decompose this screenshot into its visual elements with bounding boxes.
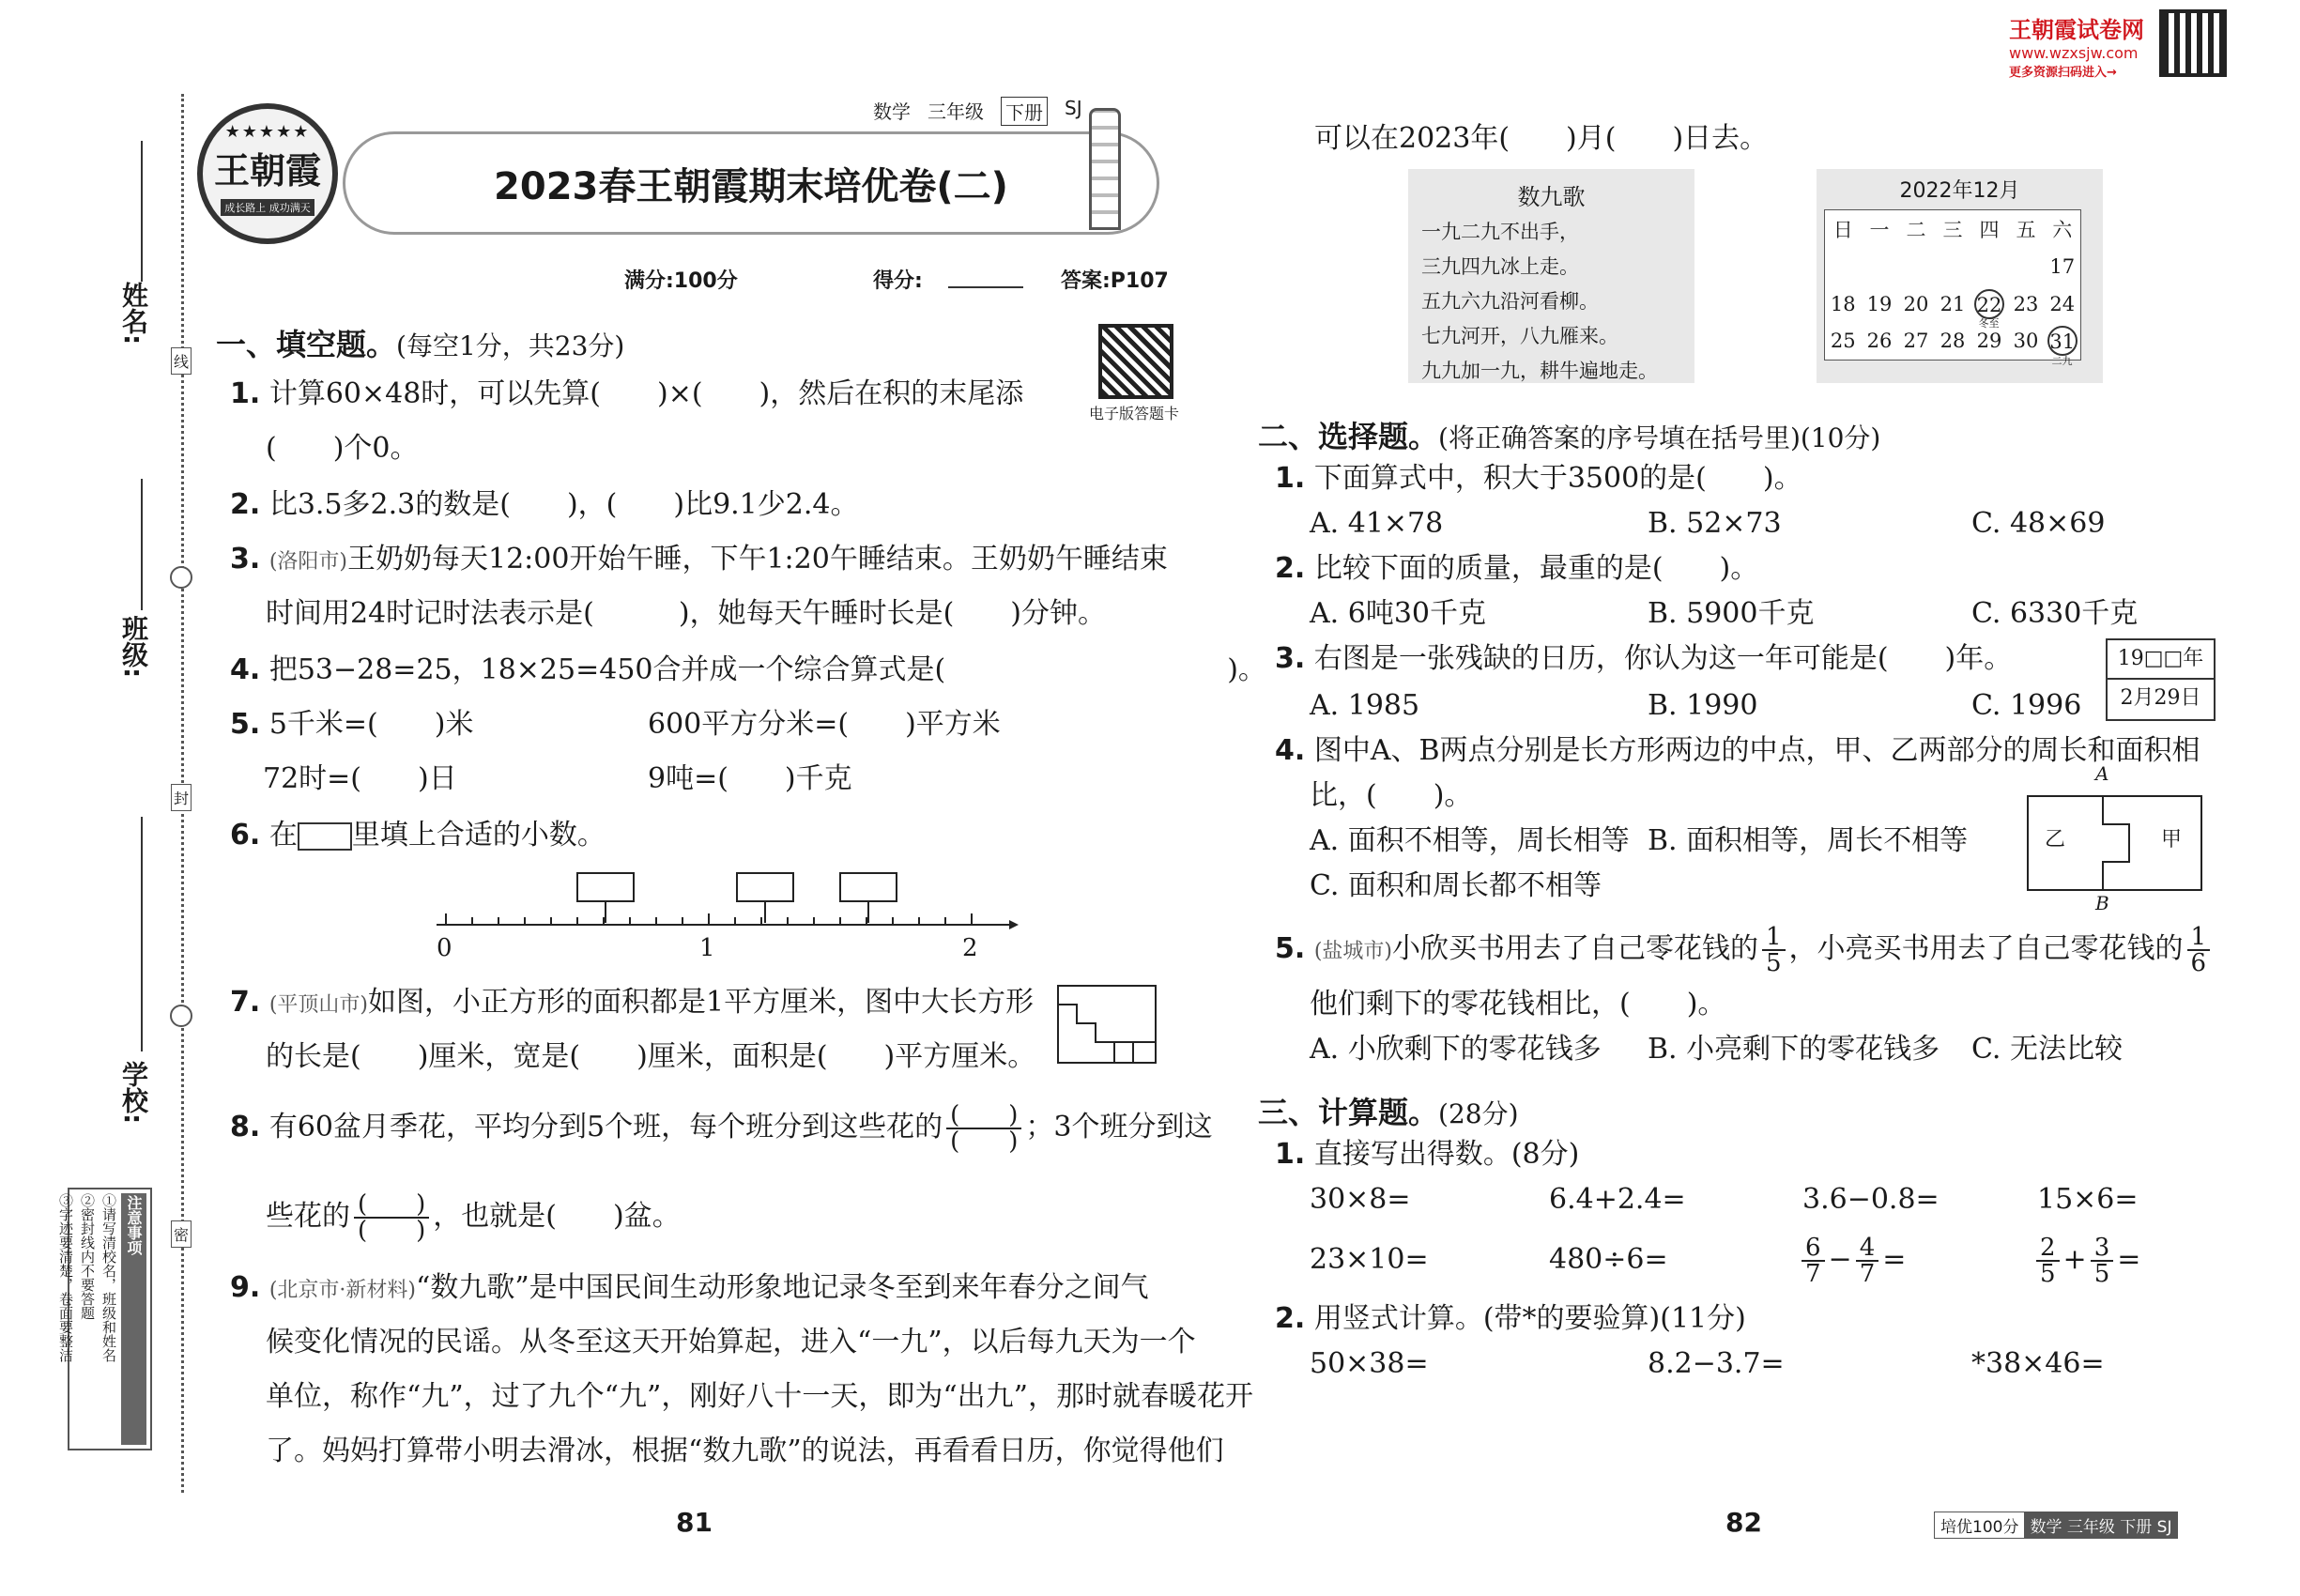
cut-mark-3: 密 xyxy=(171,1220,192,1248)
tick-label-1: 1 xyxy=(699,934,715,962)
staircase-figure xyxy=(1056,984,1159,1067)
notice-box xyxy=(57,1188,152,1450)
question-number: 2. xyxy=(1275,552,1306,585)
calendar-day-note: 冬至 xyxy=(1978,316,2000,330)
tick-label-2: 2 xyxy=(962,934,978,962)
calendar-day xyxy=(1935,248,1971,285)
question-number: 7. xyxy=(230,986,261,1019)
brand-block xyxy=(2009,11,2159,80)
logo xyxy=(197,103,338,244)
fraction-top: 4 xyxy=(1856,1235,1879,1262)
question-7 xyxy=(230,984,1034,1024)
fraction-top: 6 xyxy=(1802,1235,1825,1262)
fraction xyxy=(1856,1235,1879,1286)
option-a[interactable]: A. 面积不相等，周长相等 xyxy=(1310,824,1630,857)
question-number: 4. xyxy=(230,653,261,686)
question-7-cont: 的长是( )厘米，宽是( )厘米，面积是( )平方厘米。 xyxy=(266,1040,1036,1073)
question-9-cont: 可以在2023年( )月( )日去。 xyxy=(1314,122,1769,155)
calendar-day xyxy=(1862,248,1898,285)
conversion-d: 9吨=( )千克 xyxy=(648,762,852,795)
question-9-line3: 单位，称作“九”，过了九个“九”，刚好八十一天，即为“出九”，那时就春暖花开 xyxy=(266,1380,1254,1413)
question-number: 3. xyxy=(1275,642,1306,675)
footer-tag xyxy=(1934,1512,2178,1539)
calc-q2 xyxy=(1275,1300,1746,1338)
seal-icon-1 xyxy=(170,566,192,589)
brand-cta: 更多资源扫码进入→ xyxy=(2009,66,2117,80)
weekday: 五 xyxy=(2016,218,2036,241)
calendar-day xyxy=(1825,248,1862,285)
fraction-top: 3 xyxy=(2091,1235,2114,1262)
section-2-note: (将正确答案的序号填在括号里)(10分) xyxy=(1438,422,1881,453)
calendar-day xyxy=(1898,248,1935,285)
weekday: 四 xyxy=(1979,218,2000,241)
question-number: 1. xyxy=(1275,1138,1306,1171)
calc-item: 15×6= xyxy=(2037,1183,2139,1216)
question-text: 王奶奶每天12:00开始午睡，下午1:20午睡结束。王奶奶午睡结束 xyxy=(347,543,1168,575)
section-1-title xyxy=(216,321,624,364)
fraction-bottom: 7 xyxy=(1805,1260,1821,1288)
question-text: 把53−28=25，18×25=450合并成一个综合算式是( )。 xyxy=(268,653,1266,686)
full-score: 满分:100分 xyxy=(624,269,738,293)
calc-item: 6.4+2.4= xyxy=(1549,1183,1686,1216)
fraction-bottom: 5 xyxy=(2040,1260,2056,1288)
section-3-note: (28分) xyxy=(1438,1098,1519,1129)
question-9-line4: 了。妈妈打算带小明去滑冰，根据“数九歌”的说法，再看看日历，你觉得他们 xyxy=(266,1435,1224,1467)
question-text: ，小亮买书用去了自己零花钱的 xyxy=(1788,932,2184,965)
question-text: ；3个班分到这 xyxy=(1025,1111,1213,1143)
class-label: 班级: xyxy=(118,615,149,679)
question-3 xyxy=(230,541,1168,581)
question-text-a: 在 xyxy=(268,819,298,852)
calc-item: 23×10= xyxy=(1310,1243,1429,1276)
question-number: 5. xyxy=(230,708,261,741)
song-box xyxy=(1408,169,1694,383)
fraction-top: 1 xyxy=(2187,925,2211,951)
seal-icon-2 xyxy=(170,1005,192,1027)
question-9 xyxy=(230,1269,1149,1310)
region-jia-label: 甲 xyxy=(2161,828,2183,852)
section-1-note: (每空1分，共23分) xyxy=(396,330,625,361)
logo-text: 王朝霞 xyxy=(213,149,321,192)
tag-volume: 下册 xyxy=(1001,97,1048,126)
calendar-day xyxy=(2008,248,2045,285)
option-b[interactable]: B. 52×73 xyxy=(1648,507,1782,540)
question-text: 计算60×48时，可以先算( )×( )，然后在积的末尾添 xyxy=(268,377,1024,410)
answer-box-2 xyxy=(737,873,793,901)
question-number: 1. xyxy=(230,377,261,410)
footer-tag-label: 培优100分 xyxy=(1940,1518,2019,1537)
choice-q2 xyxy=(1275,550,1758,588)
calendar-day: 30 xyxy=(2013,330,2039,353)
subject-tags xyxy=(873,97,1082,126)
number-line-ticks xyxy=(446,913,972,925)
question-source: (盐城市) xyxy=(1313,940,1392,963)
answer-box-1 xyxy=(577,873,634,901)
choice-q3 xyxy=(1275,640,2012,678)
calendar-title: 2022年12月 xyxy=(1899,179,2020,203)
fraction xyxy=(2036,1235,2060,1286)
question-text: 比3.5多2.3的数是( )，( )比9.1少2.4。 xyxy=(268,488,859,521)
logo-slogan: 成长路上 成功满天 xyxy=(221,199,314,216)
option-b[interactable]: B. 1990 xyxy=(1648,689,1758,722)
song-line: 七九河开，八九雁来。 xyxy=(1421,325,1618,347)
calendar-day: 26 xyxy=(1866,330,1893,353)
weekday: 三 xyxy=(1942,218,1963,241)
fraction-top: 2 xyxy=(2036,1235,2060,1262)
notice-title: 注意事项 xyxy=(121,1193,146,1445)
region-yi-label: 乙 xyxy=(2045,828,2066,852)
song-line: 三九四九冰上走。 xyxy=(1421,255,1579,278)
question-number: 9. xyxy=(230,1271,261,1304)
card-year: 19□□年 xyxy=(2108,640,2214,680)
tick-label-0: 0 xyxy=(437,934,452,962)
fraction-blank xyxy=(354,1192,429,1243)
calendar-day-note: 二九 xyxy=(2051,354,2073,367)
cut-mark-2: 封 xyxy=(171,784,192,811)
fraction-bottom: ( ) xyxy=(358,1217,426,1245)
card-date: 2月29日 xyxy=(2120,686,2201,710)
staircase-outline xyxy=(1058,986,1156,1063)
option-c[interactable]: C. 1996 xyxy=(1971,689,2082,722)
question-text: 图中A、B两点分别是长方形两边的中点，甲、乙两部分的周长和面积相 xyxy=(1313,734,2200,767)
option-c[interactable]: C. 48×69 xyxy=(1971,507,2106,540)
tag-subject: 数学 xyxy=(873,100,911,123)
song-line: 一九二九不出手， xyxy=(1421,221,1579,243)
question-text: 如图，小正方形的面积都是1平方厘米，图中大长方形 xyxy=(368,986,1035,1019)
school-label: 学校: xyxy=(118,1061,149,1125)
page-title: 2023春王朝霞期末培优卷(二) xyxy=(494,164,1008,208)
point-a-label: A xyxy=(2095,762,2109,785)
question-number: 1. xyxy=(1275,462,1306,495)
calc-q1 xyxy=(1275,1136,1579,1174)
section-2-title xyxy=(1258,413,1880,456)
question-text: 直接写出得数。(8分) xyxy=(1313,1138,1580,1171)
option-a[interactable]: A. 1985 xyxy=(1310,689,1420,722)
question-text-b: 里填上合适的小数。 xyxy=(351,819,606,852)
brand-name: 王朝霞试卷网 xyxy=(2009,17,2144,43)
calendar-day: 24 xyxy=(2049,292,2076,315)
fraction-top: 1 xyxy=(1762,925,1786,951)
answer-ref: 答案:P107 xyxy=(1061,269,1169,293)
option-c[interactable]: C. 面积和周长都不相等 xyxy=(1310,869,1602,902)
question-source: (北京市·新材料) xyxy=(268,1279,416,1302)
question-8 xyxy=(230,1103,1212,1154)
calendar-day xyxy=(1971,248,2008,285)
question-text: 用竖式计算。(带*的要验算)(11分) xyxy=(1313,1302,1746,1335)
song-line: 五九六九沿河看柳。 xyxy=(1421,290,1599,313)
fraction xyxy=(1762,925,1786,975)
page-number-left: 81 xyxy=(676,1507,713,1538)
answer-card-qr-icon[interactable] xyxy=(1098,324,1173,399)
question-number: 8. xyxy=(230,1111,261,1143)
choice-q4-cont: 比，( )。 xyxy=(1310,779,1473,812)
calendar-day: 25 xyxy=(1830,330,1856,353)
question-number: 6. xyxy=(230,819,261,852)
question-text: 下面算式中，积大于3500的是( )。 xyxy=(1313,462,1802,495)
choice-q1 xyxy=(1275,460,1802,498)
qr-label: 电子版答题卡 xyxy=(1089,405,1180,422)
question-number: 3. xyxy=(230,543,261,575)
vertical-calc-item: *38×46= xyxy=(1971,1347,2105,1380)
staircase-steps xyxy=(1058,986,1114,1063)
choice-q5-cont: 他们剩下的零花钱相比，( )。 xyxy=(1310,988,1726,1021)
fraction-bottom: 5 xyxy=(1766,949,1782,977)
calc-item: 480÷6= xyxy=(1549,1243,1668,1276)
class-line xyxy=(141,479,143,610)
fraction-bottom: 5 xyxy=(2093,1260,2110,1288)
calendar-box xyxy=(1817,169,2103,383)
question-text: ，也就是( )盆。 xyxy=(433,1200,681,1233)
section-1-heading: 一、填空题。 xyxy=(216,327,397,362)
question-number: 2. xyxy=(1275,1302,1306,1335)
option-b[interactable]: B. 面积相等，周长不相等 xyxy=(1648,824,1969,857)
brand-qr-icon[interactable] xyxy=(2159,9,2227,77)
question-1-cont: ( )个0。 xyxy=(266,432,419,465)
question-5 xyxy=(230,706,473,744)
title-banner xyxy=(343,131,1159,235)
weekday: 一 xyxy=(1869,218,1890,241)
calendar-day-value: 31 xyxy=(2047,326,2078,356)
question-number: 5. xyxy=(1275,932,1306,965)
fraction xyxy=(2091,1235,2114,1286)
fraction-top: ( ) xyxy=(946,1103,1021,1129)
vertical-calc-item: 50×38= xyxy=(1310,1347,1429,1380)
question-1 xyxy=(230,376,1023,413)
name-label: 姓名: xyxy=(118,282,149,345)
torn-calendar-card xyxy=(2106,638,2216,721)
option-c[interactable]: C. 6330千克 xyxy=(1971,597,2139,630)
section-3-heading: 三、计算题。 xyxy=(1258,1095,1439,1130)
section-2-heading: 二、选择题。 xyxy=(1258,419,1439,454)
fraction-bottom: 7 xyxy=(1859,1260,1876,1288)
calendar-day: 17 xyxy=(2049,254,2076,278)
fraction-bottom: ( ) xyxy=(950,1128,1019,1156)
weekday: 六 xyxy=(2052,218,2073,241)
cut-mark-1: 线 xyxy=(171,347,192,375)
calendar-day: 19 xyxy=(1866,292,1893,315)
notice-item: ③字迹要清楚，卷面要整洁 xyxy=(57,1193,74,1362)
brand-url[interactable]: www.wzxsjw.com xyxy=(2009,44,2139,62)
question-text: 些花的 xyxy=(266,1200,350,1233)
conversion-b: 600平方分米=( )平方米 xyxy=(648,708,1001,741)
calc-item: 3.6−0.8= xyxy=(1802,1183,1940,1216)
question-9-line2: 候变化情况的民谣。从冬至这天开始算起，进入“一九”，以后每九天为一个 xyxy=(266,1326,1196,1358)
vertical-calc-item: 8.2−3.7= xyxy=(1648,1347,1785,1380)
calendar-row xyxy=(1825,248,2081,285)
question-source: (洛阳市) xyxy=(268,550,347,574)
question-text: 有60盆月季花，平均分到5个班，每个班分到这些花的 xyxy=(268,1111,943,1143)
question-number: 2. xyxy=(230,488,261,521)
name-line xyxy=(141,141,143,282)
question-8-cont xyxy=(266,1192,681,1243)
choice-q5 xyxy=(1275,925,2214,975)
point-b-label: B xyxy=(2095,892,2109,914)
calendar-day: 28 xyxy=(1940,330,1966,353)
question-text: 比较下面的质量，最重的是( )。 xyxy=(1313,552,1759,585)
calendar-day-circled xyxy=(2045,323,2081,367)
weekday: 二 xyxy=(1906,218,1926,241)
calc-item-fraction: $\frac{2}{5}$ + $\frac{3}{5}$ = xyxy=(2032,1222,2140,1297)
fraction-bottom: 6 xyxy=(2190,949,2207,977)
fraction xyxy=(1802,1235,1825,1286)
notice-item: ①请写清校名，班级和姓名 xyxy=(100,1193,117,1362)
question-source: (平顶山市) xyxy=(268,993,368,1017)
fraction-top: ( ) xyxy=(354,1192,429,1219)
answer-box-3 xyxy=(840,873,897,901)
section-3-title xyxy=(1258,1089,1519,1132)
fraction xyxy=(2187,925,2211,975)
song-title: 数九歌 xyxy=(1517,184,1586,210)
score-label: 得分: xyxy=(873,269,923,293)
question-2 xyxy=(230,486,858,524)
option-a[interactable]: A. 6吨30千克 xyxy=(1310,597,1486,630)
tag-grade: 三年级 xyxy=(928,100,984,123)
question-3-cont: 时间用24时记时法表示是( )，她每天午睡时长是( )分钟。 xyxy=(266,597,1106,630)
lighthouse-icon xyxy=(1089,108,1121,230)
option-a[interactable]: A. 小欣剩下的零花钱多 xyxy=(1310,1033,1602,1066)
dividing-line xyxy=(2103,796,2129,890)
conversion-a: 5千米=( )米 xyxy=(268,708,474,741)
question-6 xyxy=(230,817,606,854)
question-text: 小欣买书用去了自己零花钱的 xyxy=(1392,932,1758,965)
calendar-day: 18 xyxy=(1830,292,1856,315)
question-number: 4. xyxy=(1275,734,1306,767)
page-number-right: 82 xyxy=(1725,1507,1762,1538)
calendar-day-value: 22 xyxy=(1974,289,2004,319)
footer-subject: 数学 三年级 下册 SJ xyxy=(2024,1512,2177,1538)
question-text: “数九歌”是中国民间生动形象地记录冬至到来年春分之间气 xyxy=(416,1271,1149,1304)
song-line: 九九加一九，耕牛遍地走。 xyxy=(1421,360,1658,382)
calendar-day: 20 xyxy=(1903,292,1929,315)
number-line-arrow xyxy=(1009,920,1019,929)
tag-edition: SJ xyxy=(1065,97,1082,119)
calendar-row xyxy=(1825,285,2081,323)
calc-item: 30×8= xyxy=(1310,1183,1411,1216)
calc-item-fraction: $\frac{6}{7}$ − $\frac{4}{7}$ = xyxy=(1798,1222,1906,1297)
question-4 xyxy=(230,652,1266,689)
option-b[interactable]: B. 小亮剩下的零花钱多 xyxy=(1648,1033,1940,1066)
answer-box xyxy=(298,822,352,851)
calendar-day-circled xyxy=(1971,285,2008,330)
score-field[interactable] xyxy=(948,286,1023,288)
calendar-row xyxy=(1825,323,2081,361)
option-c[interactable]: C. 无法比较 xyxy=(1971,1033,2123,1066)
option-a[interactable]: A. 41×78 xyxy=(1310,507,1444,540)
number-line xyxy=(427,868,1028,962)
weekday: 日 xyxy=(1832,218,1853,241)
calendar-day: 23 xyxy=(2013,292,2039,315)
calendar-grid xyxy=(1824,209,2081,367)
calendar-day: 27 xyxy=(1903,330,1929,353)
option-b[interactable]: B. 5900千克 xyxy=(1648,597,1815,630)
calendar-weekdays xyxy=(1825,210,2081,248)
notice-item: ②密封线内不要答题 xyxy=(79,1193,96,1320)
school-line xyxy=(141,817,143,1051)
question-text: 右图是一张残缺的日历，你认为这一年可能是( )年。 xyxy=(1313,642,2013,675)
fraction-blank xyxy=(946,1103,1021,1154)
logo-stars: ★★★★★ xyxy=(224,122,311,142)
conversion-c: 72时=( )日 xyxy=(263,762,457,795)
calendar-day: 21 xyxy=(1940,292,1966,315)
calendar-day: 29 xyxy=(1976,330,2002,353)
